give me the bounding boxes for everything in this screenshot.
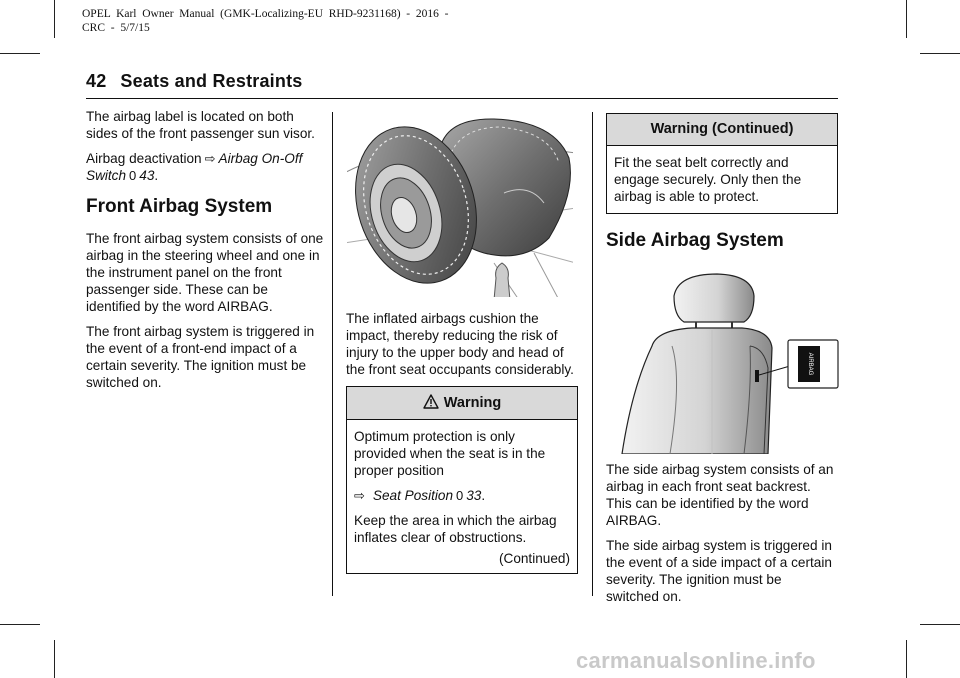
print-header <box>82 7 448 35</box>
crop-mark <box>920 624 960 625</box>
heading-side-airbag-system: Side Airbag System <box>606 230 784 251</box>
crop-mark <box>54 640 55 678</box>
deactivation-text: Airbag deactivation <box>86 151 202 166</box>
caption-inflated-airbags: The inflated airbags cushion the impact, thereby reducing the risk of injury to the upper body and head of the front seat occupants considerably. <box>346 311 574 377</box>
warning-continued-header: Warning (Continued) <box>607 114 837 146</box>
xref-arrow-icon: ⇨ <box>354 488 365 503</box>
page-heading <box>86 71 303 92</box>
continued-label: (Continued) <box>498 551 570 566</box>
warning-box <box>346 386 578 574</box>
paragraph-deactivation <box>86 150 326 184</box>
period: . <box>481 488 486 503</box>
page-number: 42 <box>86 71 107 91</box>
paragraph-side-airbag-consists: The side airbag system consists of an airbag in each front seat backrest. This can be identified by the word AIRBAG. <box>606 462 834 528</box>
section-title: Seats and Restraints <box>120 71 303 91</box>
warning-text-position: Optimum protection is only provided when the seat is in the proper position <box>354 429 546 478</box>
period: . <box>154 168 159 183</box>
column-3-text <box>606 461 838 613</box>
column-2 <box>346 310 578 574</box>
warning-header <box>347 387 577 420</box>
page-ref-icon: 0 <box>456 488 464 503</box>
warning-title: Warning <box>443 395 502 411</box>
warning-body <box>347 420 577 573</box>
warning-text-seat-belt: Fit the seat belt correctly and engage securely. Only then the airbag is able to protect. <box>614 155 802 204</box>
link-page-33[interactable]: 33 <box>466 488 482 503</box>
heading-rule <box>86 98 838 99</box>
paragraph-airbag-label: The airbag label is located on both sides of the front passenger sun visor. <box>86 109 315 141</box>
crop-mark <box>906 640 907 678</box>
warning-xref <box>354 487 570 504</box>
warning-icon <box>423 394 439 409</box>
heading-front-airbag-system: Front Airbag System <box>86 196 273 217</box>
warning-text-obstructions: Keep the area in which the airbag inflates clear of obstructions. <box>354 513 557 545</box>
seat-airbag-label: AIRBAG <box>807 352 813 376</box>
crop-mark <box>906 0 907 38</box>
link-page-43[interactable]: 43 <box>139 168 155 183</box>
link-seat-position[interactable]: Seat Position <box>372 488 454 503</box>
crop-mark <box>0 53 40 54</box>
header-line-1: OPEL Karl Owner Manual (GMK-Localizing-EU RHD-9231168) - 2016 - <box>82 8 449 20</box>
paragraph-side-airbag-triggered: The side airbag system is triggered in the event of a side impact of a certain severity. The ignition must be switched on. <box>606 538 832 604</box>
column-1 <box>86 108 326 399</box>
watermark: carmanualsonline.info <box>576 648 816 673</box>
xref-arrow-icon: ⇨ <box>204 151 216 166</box>
column-divider <box>592 112 593 596</box>
column-divider <box>332 112 333 596</box>
crop-mark <box>0 624 40 625</box>
paragraph-front-airbag-consists: The front airbag system consists of one airbag in the steering wheel and one in the instrument panel on the front passenger side. These can be identified by the word AIRBAG. <box>86 231 324 314</box>
page-ref-icon: 0 <box>129 168 137 183</box>
warning-continued-body <box>607 146 837 213</box>
paragraph-front-airbag-triggered: The front airbag system is triggered in the event of a front-end impact of a certain severity. The ignition must be switched on. <box>86 324 315 390</box>
link-airbag-on-off-switch[interactable]: Airbag On-Off Switch <box>86 151 303 183</box>
crop-mark <box>920 53 960 54</box>
crop-mark <box>54 0 55 38</box>
front-airbag-illustration <box>344 113 576 300</box>
warning-continued-box <box>606 113 838 214</box>
column-3 <box>606 113 838 264</box>
header-line-2: CRC - 5/7/15 <box>82 22 150 34</box>
side-airbag-seat-illustration <box>612 268 842 454</box>
